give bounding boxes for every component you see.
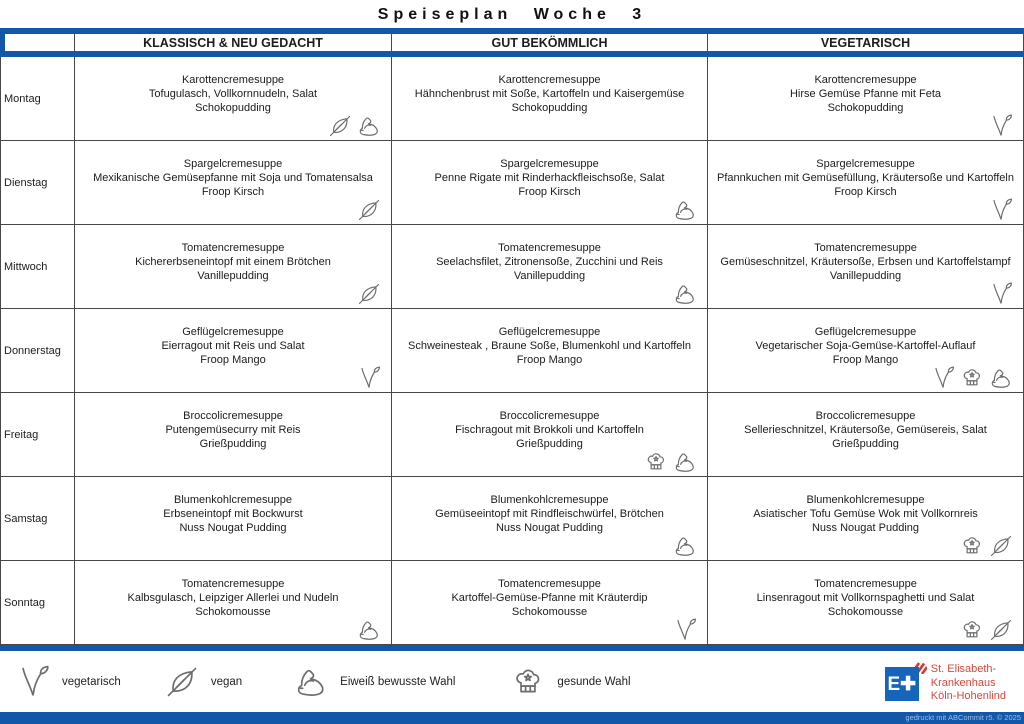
menu-cell	[75, 393, 392, 476]
menu-lines	[708, 393, 1023, 476]
diet-icons	[357, 618, 381, 642]
menu-cell	[75, 141, 392, 224]
dessert-line: Vanillepudding	[829, 269, 902, 282]
protein-bicep-icon	[673, 198, 697, 222]
menu-lines	[708, 225, 1023, 308]
protein-bicep-icon	[357, 618, 381, 642]
dessert-line: Schokopudding	[195, 101, 271, 114]
diet-icons	[989, 114, 1013, 138]
day-label: Dienstag	[0, 141, 75, 224]
menu-table-body	[0, 57, 1024, 645]
dessert-line: Schokopudding	[827, 101, 904, 114]
menu-cell	[392, 141, 708, 224]
vegetarian-sprout-icon	[673, 618, 697, 642]
dessert-line: Schokomousse	[827, 605, 904, 618]
menu-cell	[392, 561, 708, 644]
menu-cell	[708, 561, 1024, 644]
day-label: Freitag	[0, 393, 75, 476]
protein-bicep-icon	[357, 114, 381, 138]
main-dish-line: Kartoffel-Gemüse-Pfanne mit Kräuterdip	[451, 591, 648, 604]
diet-icons	[960, 534, 1013, 558]
main-dish-line: Putengemüsecurry mit Reis	[165, 423, 301, 436]
menu-cell	[75, 477, 392, 560]
footer-bar	[0, 712, 1024, 724]
main-dish-line: Eierragout mit Reis und Salat	[161, 339, 305, 352]
legend-label-vegan: vegan	[210, 675, 243, 688]
column-header-row	[0, 34, 1024, 51]
diet-icons	[931, 366, 1013, 390]
diet-icons	[328, 114, 381, 138]
soup-line: Karottencremesuppe	[814, 73, 917, 86]
soup-line: Karottencremesuppe	[181, 73, 285, 86]
dessert-line: Froop Mango	[832, 353, 899, 366]
main-dish-line: Tofugulasch, Vollkornnudeln, Salat	[148, 87, 318, 100]
vegetarian-sprout-icon	[357, 366, 381, 390]
dessert-line: Froop Kirsch	[201, 185, 265, 198]
dessert-line: Grießpudding	[832, 437, 899, 450]
main-dish-line: Hirse Gemüse Pfanne mit Feta	[789, 87, 941, 100]
dessert-line: Grießpudding	[199, 437, 267, 450]
hospital-logo	[885, 659, 1006, 704]
legend	[0, 651, 1024, 712]
menu-lines	[75, 309, 391, 392]
hospital-name	[931, 659, 1006, 704]
soup-line: Tomatencremesuppe	[498, 577, 601, 590]
print-note: gedruckt mit ABCommit r5. © 2025	[905, 713, 1021, 722]
day-label: Mittwoch	[0, 225, 75, 308]
main-dish-line: Kalbsgulasch, Leipziger Allerlei und Nudeln	[127, 591, 339, 604]
menu-cell	[392, 309, 708, 392]
dessert-line: Froop Kirsch	[518, 185, 581, 198]
soup-line: Broccolicremesuppe	[183, 409, 283, 422]
menu-lines	[708, 57, 1023, 140]
soup-line: Broccolicremesuppe	[815, 409, 916, 422]
vegetarian-sprout-icon	[989, 198, 1013, 222]
menu-cell	[708, 225, 1024, 308]
soup-line: Tomatencremesuppe	[498, 241, 601, 254]
vegan-leaf-icon	[357, 198, 381, 222]
menu-cell	[75, 225, 392, 308]
main-dish-line: Pfannkuchen mit Gemüsefüllung, Kräutersoße und Kartoffeln	[717, 171, 1014, 184]
dessert-line: Nuss Nougat Pudding	[179, 521, 287, 534]
menu-lines	[708, 141, 1023, 224]
soup-line: Geflügelcremesuppe	[814, 325, 917, 338]
healthy-chef-hat-icon	[644, 450, 668, 474]
main-dish-line: Kichererbseneintopf mit einem Brötchen	[135, 255, 331, 268]
table-row	[0, 141, 1024, 225]
main-dish-line: Gemüseschnitzel, Kräutersoße, Erbsen und Kartoffelstampf	[720, 255, 1011, 268]
soup-line: Karottencremesuppe	[498, 73, 601, 86]
vegan-leaf-icon	[165, 665, 199, 699]
dessert-line: Nuss Nougat Pudding	[811, 521, 919, 534]
menu-lines	[75, 393, 391, 476]
menu-lines	[75, 141, 391, 224]
protein-bicep-icon	[989, 366, 1013, 390]
diet-icons	[673, 618, 697, 642]
menu-lines	[392, 561, 707, 644]
table-row	[0, 477, 1024, 561]
day-label: Donnerstag	[0, 309, 75, 392]
vegetarian-sprout-icon	[16, 665, 50, 699]
soup-line: Spargelcremesuppe	[500, 157, 599, 170]
menu-cell	[392, 225, 708, 308]
soup-line: Geflügelcremesuppe	[182, 325, 284, 338]
vegan-leaf-icon	[989, 618, 1013, 642]
dessert-line: Froop Kirsch	[834, 185, 897, 198]
soup-line: Spargelcremesuppe	[183, 157, 283, 170]
soup-line: Blumenkohlcremesuppe	[173, 493, 292, 506]
dessert-line: Vanillepudding	[513, 269, 586, 282]
table-row	[0, 561, 1024, 645]
logo-letter: E✚	[885, 667, 919, 701]
column-header-vegetarisch: VEGETARISCH	[708, 34, 1024, 51]
menu-cell	[75, 57, 392, 140]
vegetarian-sprout-icon	[989, 114, 1013, 138]
legend-label-vegetarisch: vegetarisch	[62, 675, 121, 688]
legend-label-eiweiss: Eiweiß bewusste Wahl	[340, 675, 456, 688]
diet-icons	[960, 618, 1013, 642]
dessert-line: Schokopudding	[511, 101, 588, 114]
main-dish-line: Schweinesteak , Braune Soße, Blumenkohl und Kartoffeln	[408, 339, 691, 352]
menu-lines	[392, 57, 707, 140]
menu-cell	[392, 57, 708, 140]
menu-cell	[75, 309, 392, 392]
menu-lines	[75, 477, 391, 560]
vegetarian-sprout-icon	[931, 366, 955, 390]
protein-bicep-icon	[673, 450, 697, 474]
diet-icons	[673, 534, 697, 558]
main-dish-line: Gemüseeintopf mit Rindfleischwürfel, Brötchen	[435, 507, 664, 520]
soup-line: Spargelcremesuppe	[816, 157, 915, 170]
diet-icons	[989, 198, 1013, 222]
menu-cell	[708, 57, 1024, 140]
main-dish-line: Seelachsfilet, Zitronensoße, Zucchini und Reis	[436, 255, 663, 268]
dessert-line: Grießpudding	[516, 437, 583, 450]
menu-lines	[392, 477, 707, 560]
menu-cell	[75, 561, 392, 644]
soup-line: Tomatencremesuppe	[181, 577, 285, 590]
protein-bicep-icon	[673, 534, 697, 558]
legend-label-gesund: gesunde Wahl	[557, 675, 631, 688]
menu-cell	[708, 141, 1024, 224]
hospital-name-line2: Krankenhaus	[930, 676, 996, 689]
column-header-bekoemmlich: GUT BEKÖMMLICH	[392, 34, 708, 51]
main-dish-line: Sellerieschnitzel, Kräutersoße, Gemüsereis, Salat	[744, 423, 987, 436]
soup-line: Blumenkohlcremesuppe	[806, 493, 925, 506]
soup-line: Geflügelcremesuppe	[498, 325, 601, 338]
column-header-klassisch: KLASSISCH & NEU GEDACHT	[75, 34, 392, 51]
main-dish-line: Hähnchenbrust mit Soße, Kartoffeln und Kaisergemüse	[414, 87, 685, 100]
table-header-band	[0, 28, 1024, 57]
menu-lines	[392, 309, 707, 392]
table-row	[0, 309, 1024, 393]
soup-line: Broccolicremesuppe	[499, 409, 600, 422]
diet-icons	[673, 282, 697, 306]
protein-bicep-icon	[673, 282, 697, 306]
menu-lines	[75, 561, 391, 644]
protein-bicep-icon	[294, 665, 328, 699]
dessert-line: Froop Mango	[516, 353, 583, 366]
healthy-chef-hat-icon	[960, 534, 984, 558]
soup-line: Tomatencremesuppe	[181, 241, 285, 254]
hospital-name-line1: St. Elisabeth-	[930, 663, 997, 676]
menu-cell	[708, 393, 1024, 476]
soup-line: Blumenkohlcremesuppe	[490, 493, 609, 506]
menu-cell	[392, 393, 708, 476]
table-row	[0, 225, 1024, 309]
menu-lines	[392, 225, 707, 308]
day-label: Samstag	[0, 477, 75, 560]
diet-icons	[357, 366, 381, 390]
healthy-chef-hat-icon	[960, 366, 984, 390]
main-dish-line: Vegetarischer Soja-Gemüse-Kartoffel-Auflauf	[755, 339, 976, 352]
dessert-line: Vanillepudding	[197, 269, 269, 282]
main-dish-line: Fischragout mit Brokkoli und Kartoffeln	[455, 423, 644, 436]
vegan-leaf-icon	[328, 114, 352, 138]
table-row	[0, 393, 1024, 477]
main-dish-line: Erbseneintopf mit Bockwurst	[163, 507, 303, 520]
day-label: Montag	[0, 57, 75, 140]
soup-line: Tomatencremesuppe	[814, 577, 917, 590]
healthy-chef-hat-icon	[511, 665, 545, 699]
diet-icons	[357, 282, 381, 306]
hospital-logo-mark-icon	[885, 659, 923, 703]
diet-icons	[989, 282, 1013, 306]
day-label: Sonntag	[0, 561, 75, 644]
vegan-leaf-icon	[989, 534, 1013, 558]
hospital-name-line3: Köln-Hohenlind	[930, 690, 1006, 703]
soup-line: Tomatencremesuppe	[814, 241, 917, 254]
page-title: Speiseplan Woche 3	[377, 6, 647, 23]
diet-icons	[644, 450, 697, 474]
diet-icons	[357, 198, 381, 222]
dessert-line: Schokomousse	[511, 605, 588, 618]
diet-icons	[673, 198, 697, 222]
main-dish-line: Asiatischer Tofu Gemüse Wok mit Vollkornreis	[753, 507, 978, 520]
day-column-header	[0, 34, 75, 51]
table-row	[0, 57, 1024, 141]
menu-lines	[392, 141, 707, 224]
menu-cell	[708, 477, 1024, 560]
main-dish-line: Penne Rigate mit Rinderhackfleischsoße, Salat	[434, 171, 665, 184]
vegetarian-sprout-icon	[989, 282, 1013, 306]
main-dish-line: Mexikanische Gemüsepfanne mit Soja und Tomatensalsa	[93, 171, 373, 184]
vegan-leaf-icon	[357, 282, 381, 306]
menu-lines	[75, 225, 391, 308]
healthy-chef-hat-icon	[960, 618, 984, 642]
dessert-line: Froop Mango	[200, 353, 266, 366]
dessert-line: Nuss Nougat Pudding	[495, 521, 603, 534]
main-dish-line: Linsenragout mit Vollkornspaghetti und Salat	[756, 591, 975, 604]
menu-cell	[392, 477, 708, 560]
menu-cell	[708, 309, 1024, 392]
dessert-line: Schokomousse	[195, 605, 271, 618]
